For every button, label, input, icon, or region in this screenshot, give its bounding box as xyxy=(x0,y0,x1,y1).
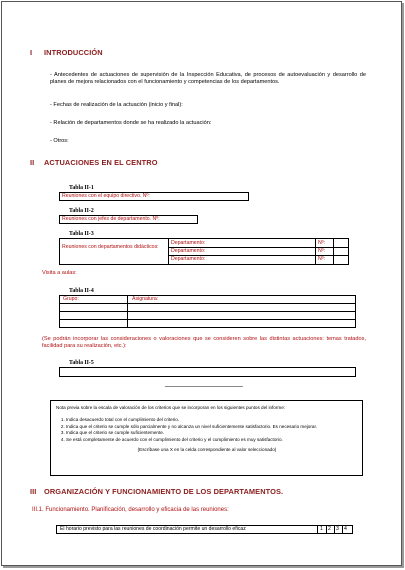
scale-4[interactable]: 4 xyxy=(344,526,347,532)
valoracion-item-4: 4. Se está completamente de acuerdo con el cumplimiento del criterio y el cumplimiento es muy satisfactorio. xyxy=(66,437,358,443)
valoracion-item-3: 3. Indica que el criterio se cumple suficientemente. xyxy=(66,430,358,436)
section-1-title: INTRODUCCIÓN xyxy=(44,48,103,57)
section-2-number: II xyxy=(30,158,35,167)
valoracion-item-2: 2. Indica que el criterio se cumple sólo parcialmente y no alcanza un nivel suficientemente satisfactorio. Es necesario mejorar. xyxy=(66,424,358,430)
tabla-2-3-row-3: Departamento: xyxy=(171,256,206,262)
tabla-2-3-num-3: Nº: xyxy=(318,256,326,262)
tabla-2-5-caption: Tabla II-5 xyxy=(69,360,94,366)
visita-aulas-label: Visita a aulas: xyxy=(42,270,77,276)
tabla-2-4 xyxy=(59,295,356,328)
scale-2[interactable]: 2 xyxy=(328,526,331,532)
tabla-2-3 xyxy=(59,238,349,265)
valoracion-list xyxy=(56,417,358,443)
section-3-number: III xyxy=(30,487,37,496)
document-page xyxy=(1,1,402,566)
separator-line: _____________________ xyxy=(165,380,243,387)
section-3-heading xyxy=(30,487,283,496)
actuaciones-note: (Se podrán incorporar las consideraciones o valoraciones que se consideren sobre las distintas actuaciones: temas tratados, facilidad para su realización, etc.): xyxy=(42,336,366,350)
tabla-2-1 xyxy=(59,192,249,201)
tabla-2-5 xyxy=(59,367,356,377)
scale-3[interactable]: 3 xyxy=(336,526,339,532)
tabla-2-4-col-grupo: Grupo: xyxy=(63,296,79,302)
section-1-paragraph: - Antecedentes de actuaciones de supervisión de la Inspección Educativa, de procesos de autoevaluación y desarrollo de planes de mejora relacionados con el funcionamiento y competencias de los departamentos. xyxy=(50,72,366,86)
valoracion-item-1: 1. Indica desacuerdo total con el cumplimiento del criterio. xyxy=(66,417,358,423)
valoracion-box xyxy=(50,400,363,476)
section-1-item-departamentos: - Relación de departamentos donde se ha realizado la actuación: xyxy=(50,120,212,126)
section-1-item-otros: - Otros: xyxy=(50,138,69,144)
tabla-2-3-row-1: Departamento: xyxy=(171,240,206,246)
tabla-2-1-cell: Reuniones con el equipo directivo. Nº: xyxy=(62,193,150,199)
tabla-2-3-num-1: Nº: xyxy=(318,240,326,246)
section-1-heading xyxy=(30,48,103,57)
tabla-2-3-row-2: Departamento: xyxy=(171,248,206,254)
scale-1[interactable]: 1 xyxy=(320,526,323,532)
section-2-title: ACTUACIONES EN EL CENTRO xyxy=(44,158,158,167)
valoracion-footer: (Escríbase una X en la celda correspondiente al valor seleccionado) xyxy=(137,446,277,452)
tabla-2-2 xyxy=(59,215,198,224)
tabla-2-4-caption: Tabla II-4 xyxy=(69,288,94,294)
section-2-heading xyxy=(30,158,158,167)
criterio-row-horario xyxy=(56,525,353,534)
tabla-2-3-left-cell: Reuniones con departamentos didácticos: xyxy=(62,244,159,250)
valoracion-intro: Nota previa sobre la escala de valoración de los criterios que se incorporan en los siguientes puntos del informe: xyxy=(56,405,286,410)
section-3-subheading: III.1. Funcionamiento. Planificación, desarrollo y eficacia de las reuniones: xyxy=(32,507,229,513)
tabla-2-3-caption: Tabla II-3 xyxy=(69,231,94,237)
tabla-2-1-caption: Tabla II-1 xyxy=(69,185,94,191)
tabla-2-2-caption: Tabla II-2 xyxy=(69,208,94,214)
tabla-2-2-cell: Reuniones con jefes de departamento. Nº: xyxy=(62,216,160,222)
section-1-number: I xyxy=(30,48,33,57)
tabla-2-3-num-2: Nº: xyxy=(318,248,326,254)
section-3-title: ORGANIZACIÓN Y FUNCIONAMIENTO DE LOS DEPARTAMENTOS. xyxy=(44,487,284,496)
criterio-text: El horario previsto para las reuniones de coordinación permite un desarrollo eficaz xyxy=(60,526,246,532)
tabla-2-4-col-asignatura: Asignatura: xyxy=(132,296,159,302)
section-1-item-fechas: - Fechas de realización de la actuación (inicio y final): xyxy=(50,102,183,108)
